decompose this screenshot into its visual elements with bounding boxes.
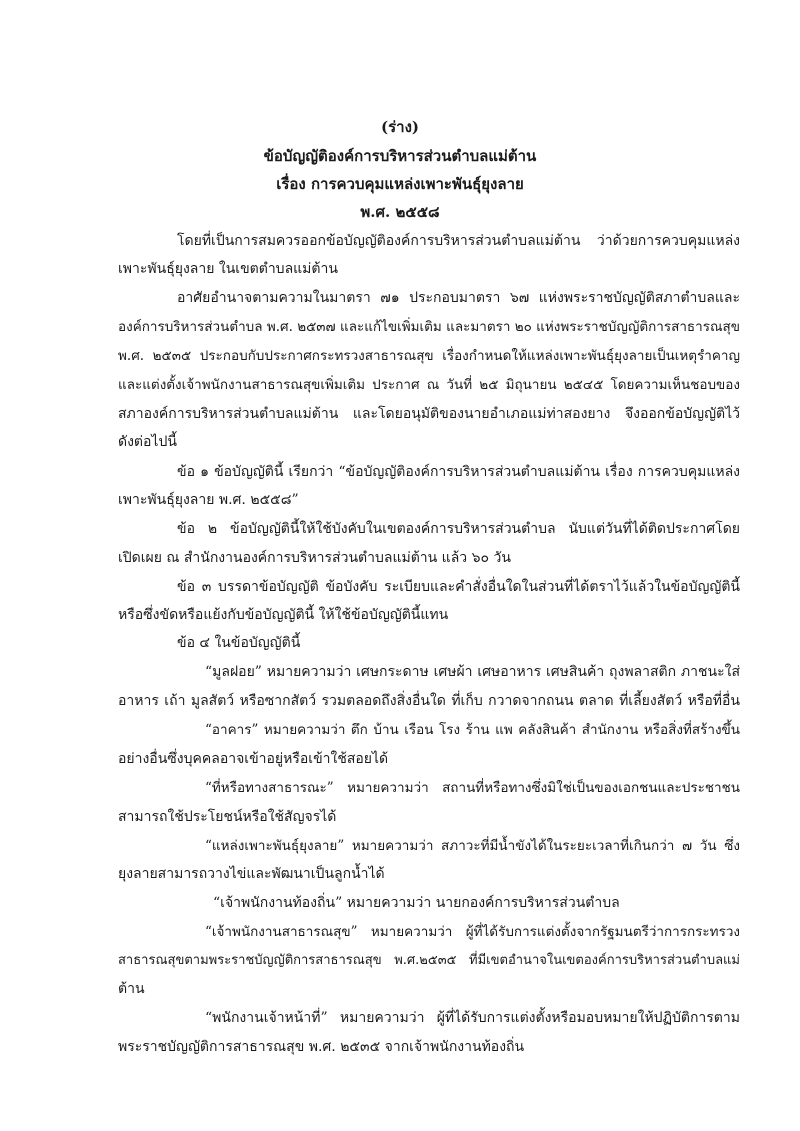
clause-3-line: หรือซึ่งขัดหรือแย้งกับข้อบัญญัตินี้ ให้ใช้ข้อบัญญัตินี้แทน <box>118 607 449 623</box>
definition-line: “พนักงานเจ้าหน้าที่” หมายความว่า ผู้ที่ได้รับการแต่งตั้งหรือมอบหมายให้ปฏิบัติการตาม <box>205 1010 740 1026</box>
preamble-line: และแต่งตั้งเจ้าพนักงานสาธารณสุขเพิ่มเติม ประกาศ ณ วันที่ ๒๕ มิถุนายน ๒๕๔๕ โดยความเห็นชอบของ <box>118 377 740 393</box>
definition-line: “เจ้าพนักงานสาธารณสุข” หมายความว่า ผู้ที่ได้รับการแต่งตั้งจากรัฐมนตรีว่าการกระทรวง <box>205 924 740 940</box>
definition-line: พระราชบัญญัติการสาธารณสุข พ.ศ. ๒๕๓๕ จากเจ้าพนักงานท้องถิ่น <box>118 1039 525 1055</box>
draft-label: (ร่าง) <box>381 118 419 136</box>
document-title: ข้อบัญญัติองค์การบริหารส่วนตำบลแม่ต้าน <box>263 147 537 165</box>
definition-line: ต้าน <box>118 981 145 997</box>
definition-line: “ที่หรือทางสาธารณะ” หมายความว่า สถานที่หรือทางซึ่งมิใช่เป็นของเอกชนและประชาชน <box>205 780 740 796</box>
definition-line: “เจ้าพนักงานท้องถิ่น” หมายความว่า นายกองค์การบริหารส่วนตำบล <box>213 895 620 911</box>
clause-2-line: เปิดเผย ณ สำนักงานองค์การบริหารส่วนตำบลแม่ต้าน แล้ว ๖๐ วัน <box>118 550 511 566</box>
definition-line: สาธารณสุขตามพระราชบัญญัติการสาธารณสุข พ.ศ.๒๕๓๕ ที่มีเขตอำนาจในเขตองค์การบริหารส่วนตำบลแม่ <box>118 953 740 968</box>
preamble-line: พ.ศ. ๒๕๓๕ ประกอบกับประกาศกระทรวงสาธารณสุข เรื่องกำหนดให้แหล่งเพาะพันธุ์ยุงลายเป็นเหตุรำคาญ <box>118 348 740 364</box>
definition-line: “อาคาร” หมายความว่า ตึก บ้าน เรือน โรง ร้าน แพ คลังสินค้า สำนักงาน หรือสิ่งที่สร้างขึ้น <box>205 722 740 738</box>
preamble-line: โดยที่เป็นการสมควรออกข้อบัญญัติองค์การบริหารส่วนตำบลแม่ต้าน ว่าด้วยการควบคุมแหล่ง <box>177 233 740 249</box>
preamble-line: ดังต่อไปนี้ <box>118 434 177 450</box>
definition-line: ยุงลายสามารถวางไข่และพัฒนาเป็นลูกน้ำได้ <box>118 866 385 882</box>
definition-line: อาหาร เถ้า มูลสัตว์ หรือซากสัตว์ รวมตลอดถึงสิ่งอื่นใด ที่เก็บ กวาดจากถนน ตลาด ที่เลี้ยงสัตว์ หรือที่อื่น <box>118 693 740 709</box>
definition-line: อย่างอื่นซึ่งบุคคลอาจเข้าอยู่หรือเข้าใช้สอยได้ <box>118 751 389 767</box>
definition-line: “แหล่งเพาะพันธุ์ยุงลาย” หมายความว่า สภาวะที่มีน้ำขังได้ในระยะเวลาที่เกินกว่า ๗ วัน ซึ่ง <box>205 838 740 854</box>
clause-3-line: ข้อ ๓ บรรดาข้อบัญญัติ ข้อบังคับ ระเบียบและคำสั่งอื่นใดในส่วนที่ได้ตราไว้แล้วในข้อบัญญัตินี้ <box>177 579 740 595</box>
clause-4-heading: ข้อ ๔ ในข้อบัญญัตินี้ <box>177 635 301 651</box>
preamble-line: อาศัยอำนาจตามความในมาตรา ๗๑ ประกอบมาตรา ๖๗ แห่งพระราชบัญญัติสภาตำบลและ <box>177 290 740 306</box>
clause-1-line: เพาะพันธุ์ยุงลาย พ.ศ. ๒๕๕๘” <box>118 492 299 508</box>
preamble-line: สภาองค์การบริหารส่วนตำบลแม่ต้าน และโดยอนุมัติของนายอำเภอแม่ท่าสองยาง จึงออกข้อบัญญัติไว้ <box>118 406 740 422</box>
preamble-line: เพาะพันธุ์ยุงลาย ในเขตตำบลแม่ต้าน <box>118 261 338 277</box>
definition-line: สามารถใช้ประโยชน์หรือใช้สัญจรได้ <box>118 809 337 825</box>
document-year: พ.ศ. ๒๕๕๘ <box>360 203 440 221</box>
definition-line: “มูลฝอย” หมายความว่า เศษกระดาษ เศษผ้า เศษอาหาร เศษสินค้า ถุงพลาสติก ภาชนะใส่ <box>205 664 740 680</box>
preamble-line: องค์การบริหารส่วนตำบล พ.ศ. ๒๕๓๗ และแก้ไขเพิ่มเติม และมาตรา ๒๐ แห่งพระราชบัญญัติการสาธารณสุข <box>118 319 740 335</box>
clause-1-line: ข้อ ๑ ข้อบัญญัตินี้ เรียกว่า “ข้อบัญญัติองค์การบริหารส่วนตำบลแม่ต้าน เรื่อง การควบคุมแหล่ง <box>177 464 740 480</box>
document-subject: เรื่อง การควบคุมแหล่งเพาะพันธุ์ยุงลาย <box>276 175 524 193</box>
clause-2-line: ข้อ ๒ ข้อบัญญัตินี้ให้ใช้บังคับในเขตองค์การบริหารส่วนตำบล นับแต่วันที่ได้ติดประกาศโดย <box>177 521 740 537</box>
